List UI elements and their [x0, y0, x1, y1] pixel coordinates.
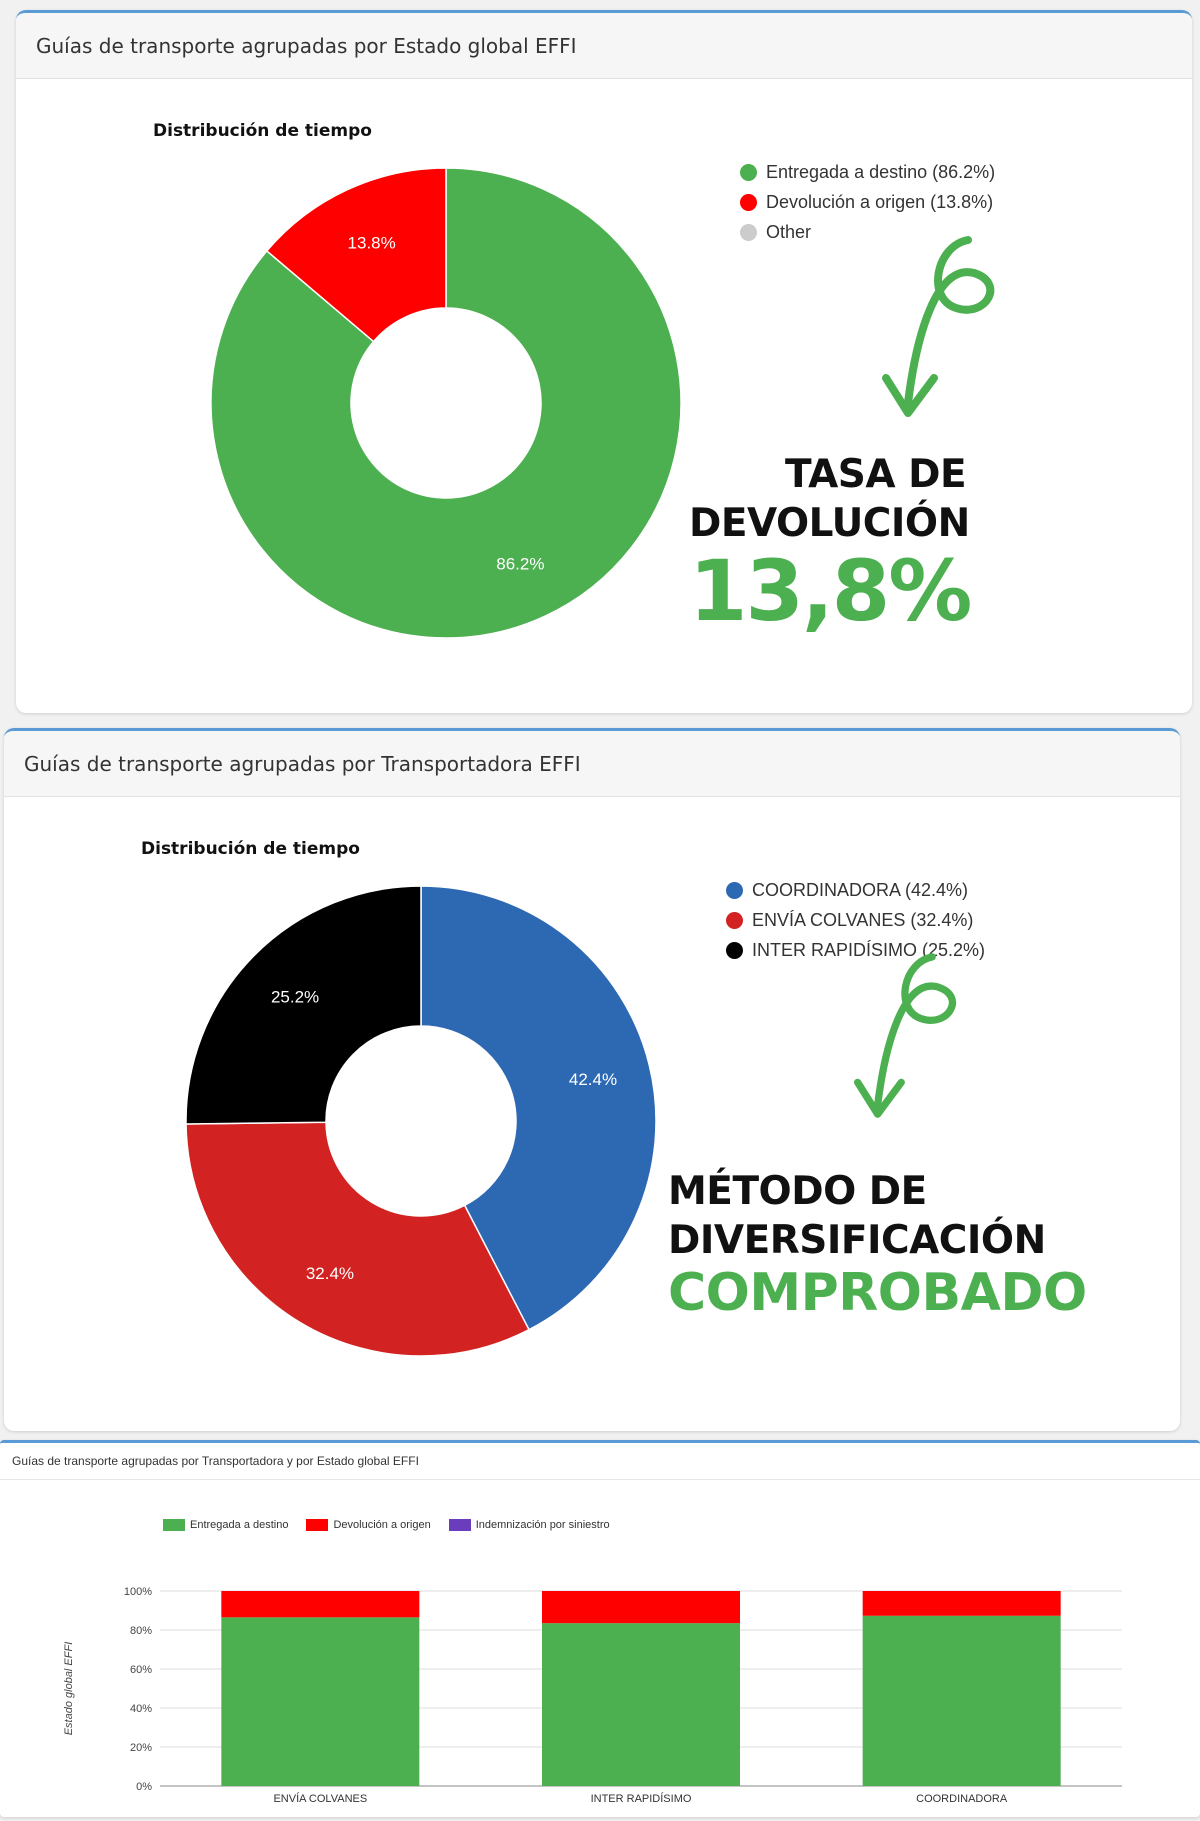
- legend-label: COORDINADORA (42.4%): [752, 879, 969, 900]
- y-tick-label: 0%: [136, 1781, 152, 1793]
- panel-header: Guías de transporte agrupadas por Transportadora y por Estado global EFFI: [0, 1443, 1200, 1480]
- panel-transportadora: [4, 728, 1180, 1431]
- slice-label: 25.2%: [270, 987, 320, 1007]
- promo-tasa-devolucion: [689, 451, 971, 640]
- x-tick-label: INTER RAPIDÍSIMO: [590, 1793, 692, 1803]
- legend-label: Indemnización por siniestro: [475, 1519, 610, 1531]
- slice-label: 13.8%: [347, 233, 396, 253]
- curly-arrow-icon: [824, 946, 964, 1146]
- bar-segment[interactable]: [863, 1616, 1061, 1786]
- panel-header: Guías de transporte agrupadas por Transportadora EFFI: [4, 731, 1180, 797]
- legend-swatch: [726, 912, 743, 929]
- panel-estado-global: [16, 10, 1192, 713]
- legend-item[interactable]: [726, 875, 985, 905]
- curly-arrow-icon: [856, 228, 996, 448]
- legend-item[interactable]: [726, 905, 985, 935]
- slice-env-a-colvanes[interactable]: [186, 1122, 529, 1356]
- chart-title: Distribución de tiempo: [141, 839, 360, 859]
- y-tick-label: 40%: [129, 1703, 152, 1715]
- legend-swatch: [740, 194, 757, 211]
- legend-item[interactable]: [740, 187, 995, 217]
- promo-line-3: 13,8%: [689, 541, 971, 640]
- donut-chart-transportadora: [171, 871, 671, 1371]
- legend-label: Other: [766, 221, 812, 242]
- promo-line-1: TASA DE: [785, 452, 967, 497]
- y-tick-label: 60%: [129, 1664, 152, 1676]
- legend-swatch: [726, 882, 743, 899]
- legend-label: Entregada a destino: [190, 1519, 289, 1531]
- donut-chart-estado: [196, 153, 696, 653]
- y-tick-label: 80%: [129, 1625, 152, 1637]
- bar-segment[interactable]: [542, 1591, 740, 1623]
- panel-header: Guías de transporte agrupadas por Estado global EFFI: [16, 13, 1192, 79]
- y-axis-label: Estado global EFFI: [63, 1641, 75, 1736]
- legend-label: Entregada a destino (86.2%): [766, 161, 996, 182]
- promo-line-2: DIVERSIFICACIÓN: [668, 1217, 1046, 1263]
- y-tick-label: 20%: [129, 1742, 152, 1754]
- panel-transportadora-estado: [0, 1440, 1200, 1817]
- legend-swatch: [740, 224, 757, 241]
- promo-metodo-diversificacion: [668, 1168, 1087, 1323]
- bar-segment[interactable]: [542, 1623, 740, 1786]
- slice-label: 86.2%: [496, 554, 545, 574]
- legend-label: ENVÍA COLVANES (32.4%): [752, 909, 974, 930]
- slice-label: 42.4%: [568, 1070, 618, 1090]
- legend-label: Devolución a origen: [333, 1519, 431, 1531]
- bar-segment[interactable]: [221, 1617, 419, 1786]
- bar-segment[interactable]: [863, 1591, 1061, 1616]
- legend-label: INTER RAPIDÍSIMO (25.2%): [752, 939, 986, 960]
- y-tick-label: 100%: [123, 1586, 152, 1598]
- promo-line-3: COMPROBADO: [668, 1262, 1087, 1323]
- slice-label: 32.4%: [305, 1263, 355, 1283]
- promo-line-2: DEVOLUCIÓN: [689, 500, 970, 546]
- stacked-bar-chart: [0, 1483, 1200, 1803]
- bar-segment[interactable]: [221, 1591, 419, 1617]
- legend-swatch: [726, 942, 743, 959]
- legend-label: Devolución a origen (13.8%): [766, 191, 994, 212]
- x-tick-label: ENVÍA COLVANES: [273, 1793, 368, 1803]
- promo-line-1: MÉTODO DE: [668, 1169, 927, 1214]
- legend-item[interactable]: [740, 157, 995, 187]
- chart-title: Distribución de tiempo: [153, 121, 372, 141]
- legend-swatch: [740, 164, 757, 181]
- x-tick-label: COORDINADORA: [916, 1793, 1008, 1803]
